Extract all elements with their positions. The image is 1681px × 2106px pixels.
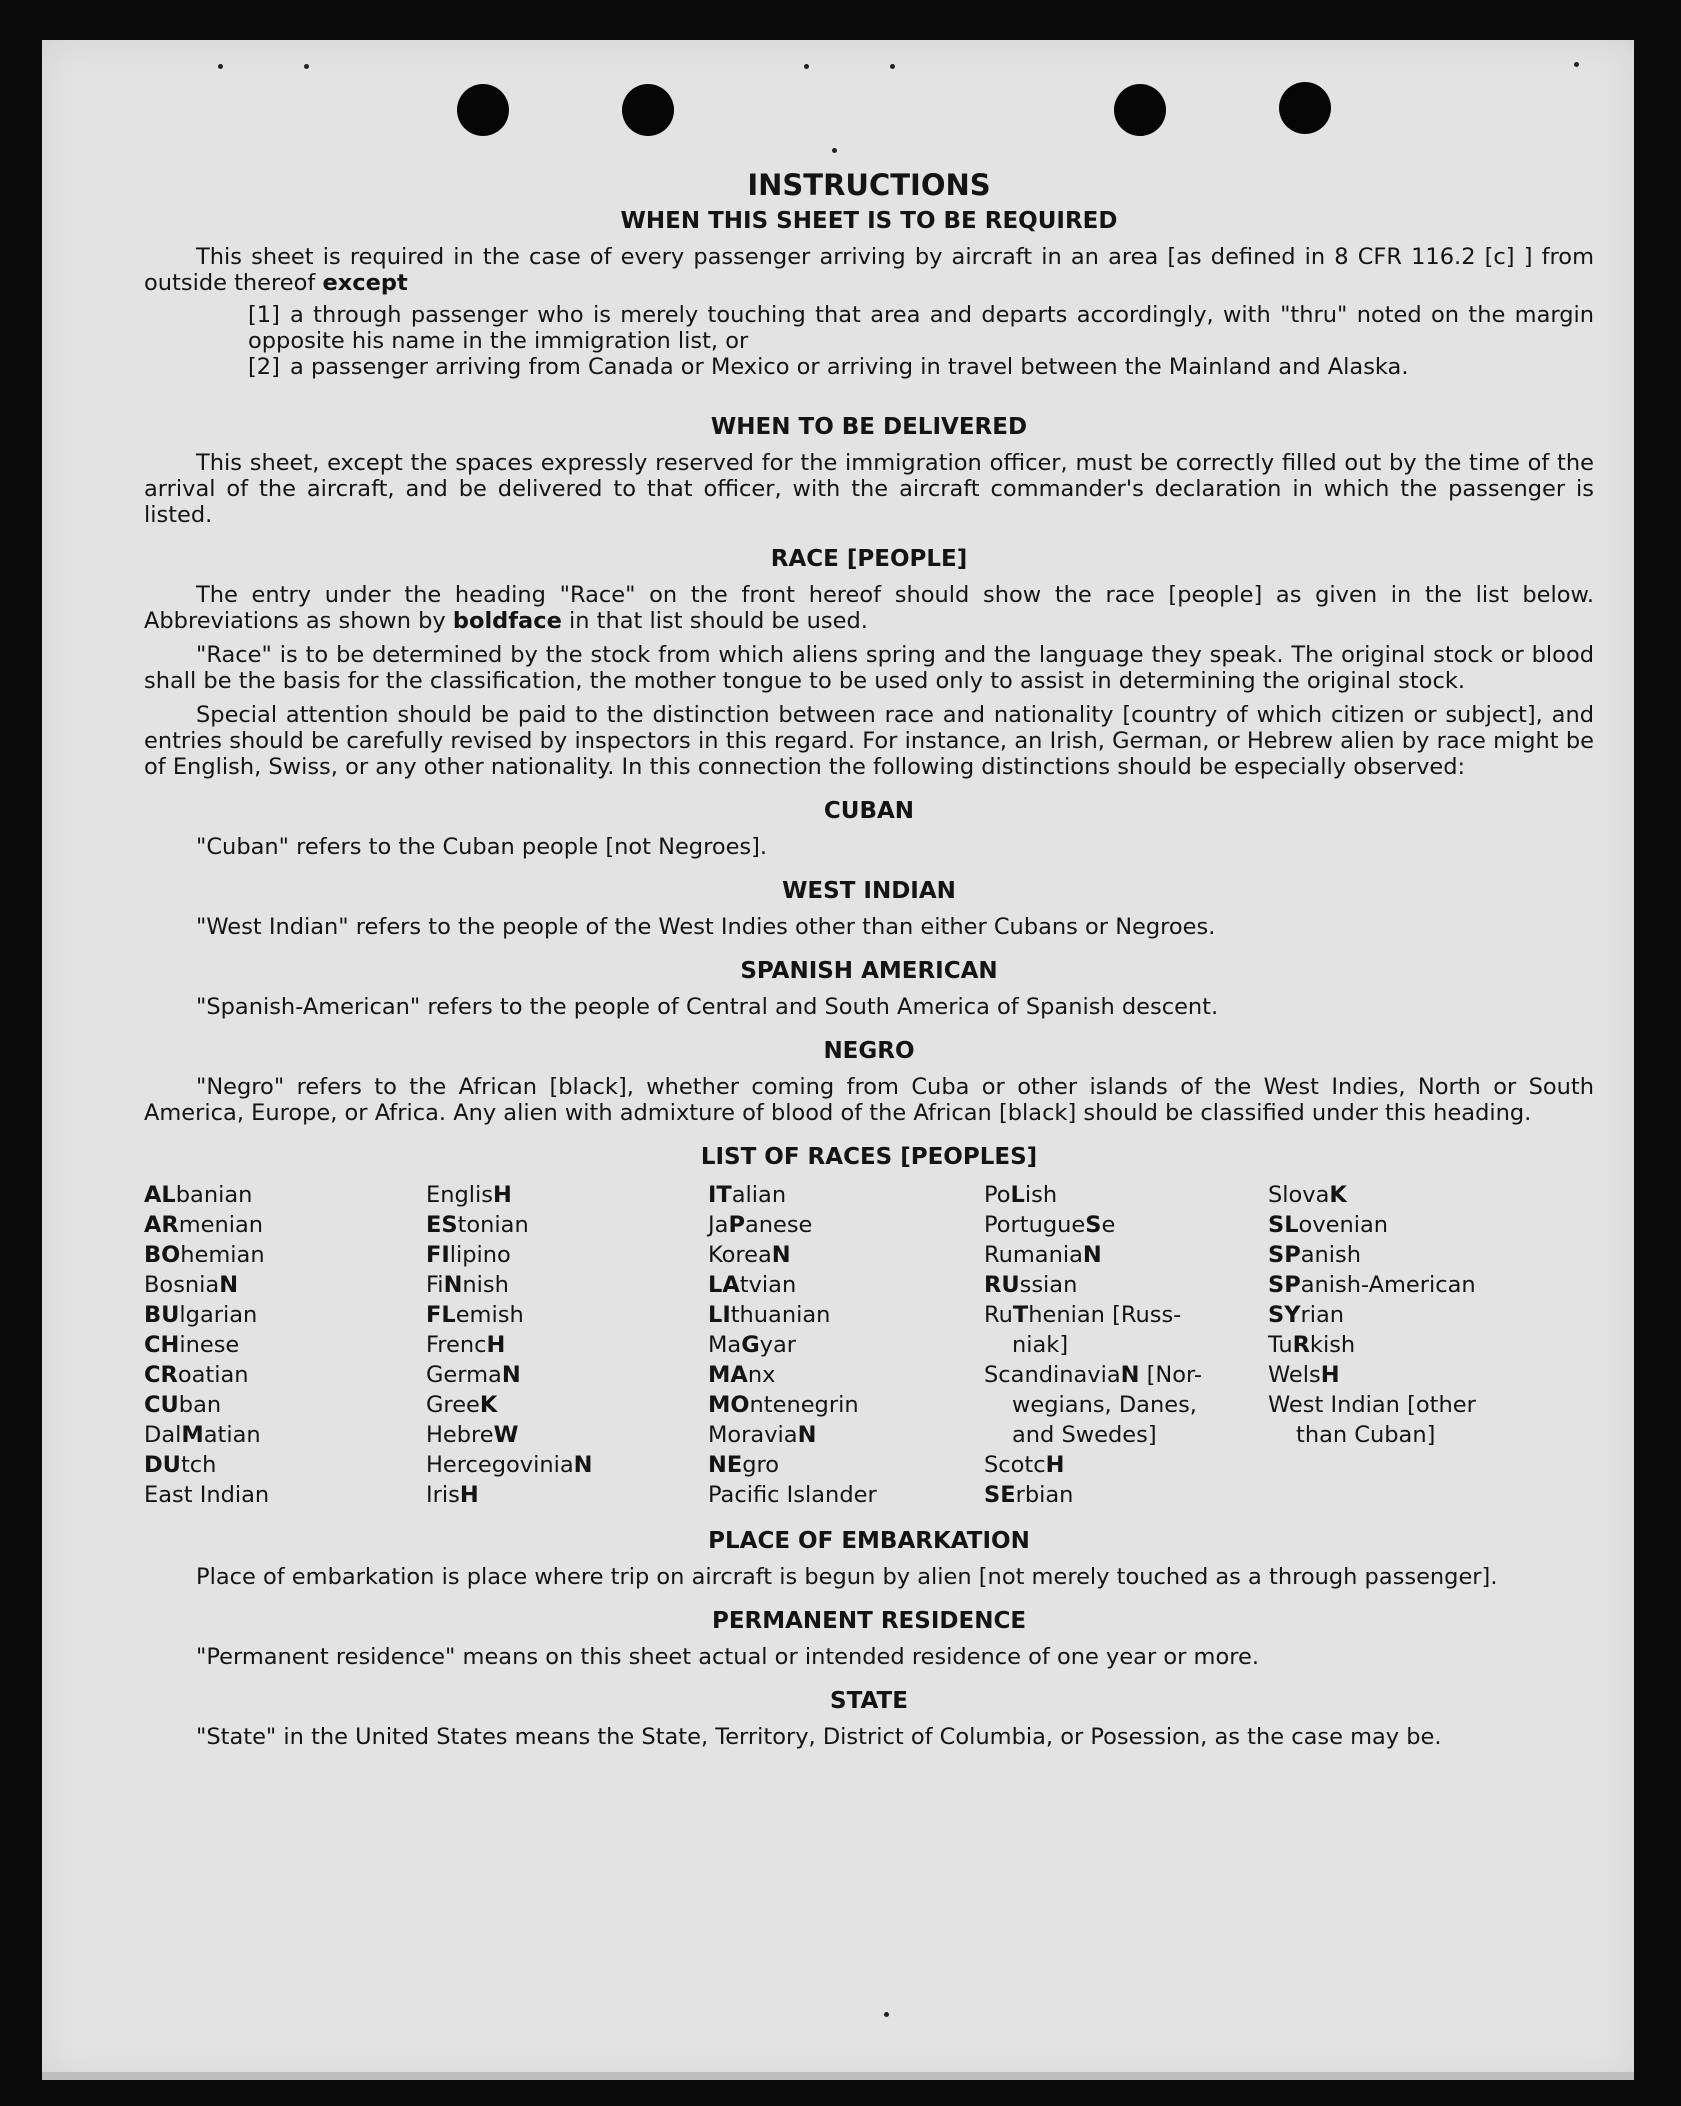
race-entry: PortugueSe	[984, 1212, 1116, 1238]
paper-speck	[218, 64, 223, 69]
paper-speck	[884, 2012, 889, 2017]
race-entry: East Indian	[144, 1482, 270, 1508]
race-entry: RuThenian [Russ-	[984, 1302, 1182, 1328]
race-entry: SlovaK	[1268, 1182, 1347, 1208]
race-entry: DUtch	[144, 1452, 217, 1478]
race-entry: RUssian	[984, 1272, 1078, 1298]
paper-speck	[304, 64, 309, 69]
race-entry: KoreaN	[708, 1242, 791, 1268]
punch-hole	[622, 84, 674, 136]
race-column	[1268, 1180, 1548, 1510]
race-column	[144, 1180, 426, 1510]
section-heading: CUBAN	[823, 798, 915, 824]
page-title: INSTRUCTIONS	[747, 168, 991, 202]
section-paragraph: "Negro" refers to the African [black], whether coming from Cuba or other islands of the West Indies, North or South America, Europe, or Africa. Any alien with admixture of blood of the African [black] should be classified under this heading.	[144, 1074, 1594, 1126]
race-entry: EnglisH	[426, 1182, 512, 1208]
race-entry: RumaniaN	[984, 1242, 1102, 1268]
race-entry: DalMatian	[144, 1422, 261, 1448]
race-entry: SErbian	[984, 1482, 1074, 1508]
paper-speck	[804, 64, 809, 69]
section-paragraph: "State" in the United States means the State, Territory, District of Columbia, or Posession, as the case may be.	[196, 1724, 1442, 1750]
race-entry: BUlgarian	[144, 1302, 258, 1328]
section-heading: RACE [PEOPLE]	[770, 546, 968, 572]
punch-hole	[1279, 82, 1331, 134]
race-entry: ScotcH	[984, 1452, 1065, 1478]
section-heading: WHEN THIS SHEET IS TO BE REQUIRED	[620, 208, 1118, 234]
race-entry: CRoatian	[144, 1362, 249, 1388]
race-entry: MAnx	[708, 1362, 776, 1388]
race-entry: HebreW	[426, 1422, 519, 1448]
section-heading: WHEN TO BE DELIVERED	[710, 414, 1028, 440]
race-entry: WelsH	[1268, 1362, 1340, 1388]
race-column	[708, 1180, 984, 1510]
section-heading: PLACE OF EMBARKATION	[708, 1528, 1030, 1554]
race-list	[144, 1180, 1594, 1510]
race-entry: JaPanese	[708, 1212, 813, 1238]
section-paragraph: This sheet is required in the case of every passenger arriving by aircraft in an area [as defined in 8 CFR 116.2 [c] ] from outside thereof except	[144, 244, 1594, 296]
instructions-content	[144, 168, 1594, 1758]
race-entry: MaGyar	[708, 1332, 797, 1358]
section-paragraph: Place of embarkation is place where trip on aircraft is begun by alien [not merely touched as a through passenger].	[196, 1564, 1498, 1590]
paper-speck	[832, 148, 837, 153]
section-paragraph: "Permanent residence" means on this sheet actual or intended residence of one year or more.	[196, 1644, 1259, 1670]
punch-hole	[457, 84, 509, 136]
race-entry: MOntenegrin	[708, 1392, 859, 1418]
race-entry: BosniaN	[144, 1272, 239, 1298]
section-paragraph: "Spanish-American" refers to the people of Central and South America of Spanish descent.	[196, 994, 1219, 1020]
section-heading: PERMANENT RESIDENCE	[711, 1608, 1027, 1634]
race-entry: IrisH	[426, 1482, 479, 1508]
race-entry: BOhemian	[144, 1242, 265, 1268]
document-sheet	[42, 40, 1634, 2080]
race-column	[984, 1180, 1268, 1510]
race-entry: EStonian	[426, 1212, 529, 1238]
section-paragraph: The entry under the heading "Race" on the front hereof should show the race [people] as given in the list below. Abbreviations as shown by boldface in that list should be used.	[144, 582, 1594, 634]
race-entry: FIlipino	[426, 1242, 511, 1268]
punch-hole	[1114, 84, 1166, 136]
race-entry: TuRkish	[1268, 1332, 1356, 1358]
section-heading: SPANISH AMERICAN	[740, 958, 998, 984]
race-entry: HercegoviniaN	[426, 1452, 593, 1478]
race-entry: NEgro	[708, 1452, 780, 1478]
paper-speck	[1574, 62, 1579, 67]
race-entry: GermaN	[426, 1362, 521, 1388]
race-entry: ScandinaviaN [Nor-	[984, 1362, 1202, 1388]
race-entry: Pacific Islander	[708, 1482, 877, 1508]
race-entry: PoLish	[984, 1182, 1058, 1208]
section-heading: LIST OF RACES [PEOPLES]	[700, 1144, 1038, 1170]
race-entry: SYrian	[1268, 1302, 1345, 1328]
race-entry: LAtvian	[708, 1272, 797, 1298]
torn-bottom-edge	[42, 2072, 1634, 2080]
list-item: [2] a passenger arriving from Canada or Mexico or arriving in travel between the Mainland and Alaska.	[248, 354, 1409, 380]
race-entry: SPanish-American	[1268, 1272, 1476, 1298]
race-entry: LIthuanian	[708, 1302, 831, 1328]
race-entry: ARmenian	[144, 1212, 264, 1238]
race-entry: niak]	[1012, 1332, 1069, 1358]
race-entry: GreeK	[426, 1392, 498, 1418]
section-paragraph: "Cuban" refers to the Cuban people [not Negroes].	[196, 834, 768, 860]
race-entry: CHinese	[144, 1332, 240, 1358]
race-entry: and Swedes]	[1012, 1422, 1157, 1448]
section-paragraph: Special attention should be paid to the distinction between race and nationality [country of which citizen or subject], and entries should be carefully revised by inspectors in this regard. For instance, an Irish, German, or Hebrew alien by race might be of English, Swiss, or any other nationality. In this connection the following distinctions should be especially observed:	[144, 702, 1594, 780]
race-entry: ITalian	[708, 1182, 787, 1208]
race-column	[426, 1180, 708, 1510]
section-heading: WEST INDIAN	[782, 878, 956, 904]
section-heading: STATE	[830, 1688, 908, 1714]
section-paragraph: "West Indian" refers to the people of the West Indies other than either Cubans or Negroes.	[196, 914, 1216, 940]
race-entry: than Cuban]	[1296, 1422, 1436, 1448]
race-entry: wegians, Danes,	[1012, 1392, 1197, 1418]
race-entry: FiNnish	[426, 1272, 509, 1298]
list-item: [1] a through passenger who is merely touching that area and departs accordingly, with "thru" noted on the margin opposite his name in the immigration list, or	[248, 302, 1594, 354]
paper-speck	[890, 64, 895, 69]
race-entry: West Indian [other	[1268, 1392, 1476, 1418]
race-entry: SPanish	[1268, 1242, 1361, 1268]
race-entry: ALbanian	[144, 1182, 253, 1208]
section-heading: NEGRO	[823, 1038, 915, 1064]
race-entry: FrencH	[426, 1332, 506, 1358]
race-entry: SLovenian	[1268, 1212, 1389, 1238]
race-entry: MoraviaN	[708, 1422, 817, 1448]
race-entry: FLemish	[426, 1302, 524, 1328]
race-entry: CUban	[144, 1392, 222, 1418]
section-paragraph: This sheet, except the spaces expressly reserved for the immigration officer, must be correctly filled out by the time of the arrival of the aircraft, and be delivered to that officer, with the aircraft commander's declaration in which the passenger is listed.	[144, 450, 1594, 528]
section-paragraph: "Race" is to be determined by the stock from which aliens spring and the language they speak. The original stock or blood shall be the basis for the classification, the mother tongue to be used only to assist in determining the original stock.	[144, 642, 1594, 694]
